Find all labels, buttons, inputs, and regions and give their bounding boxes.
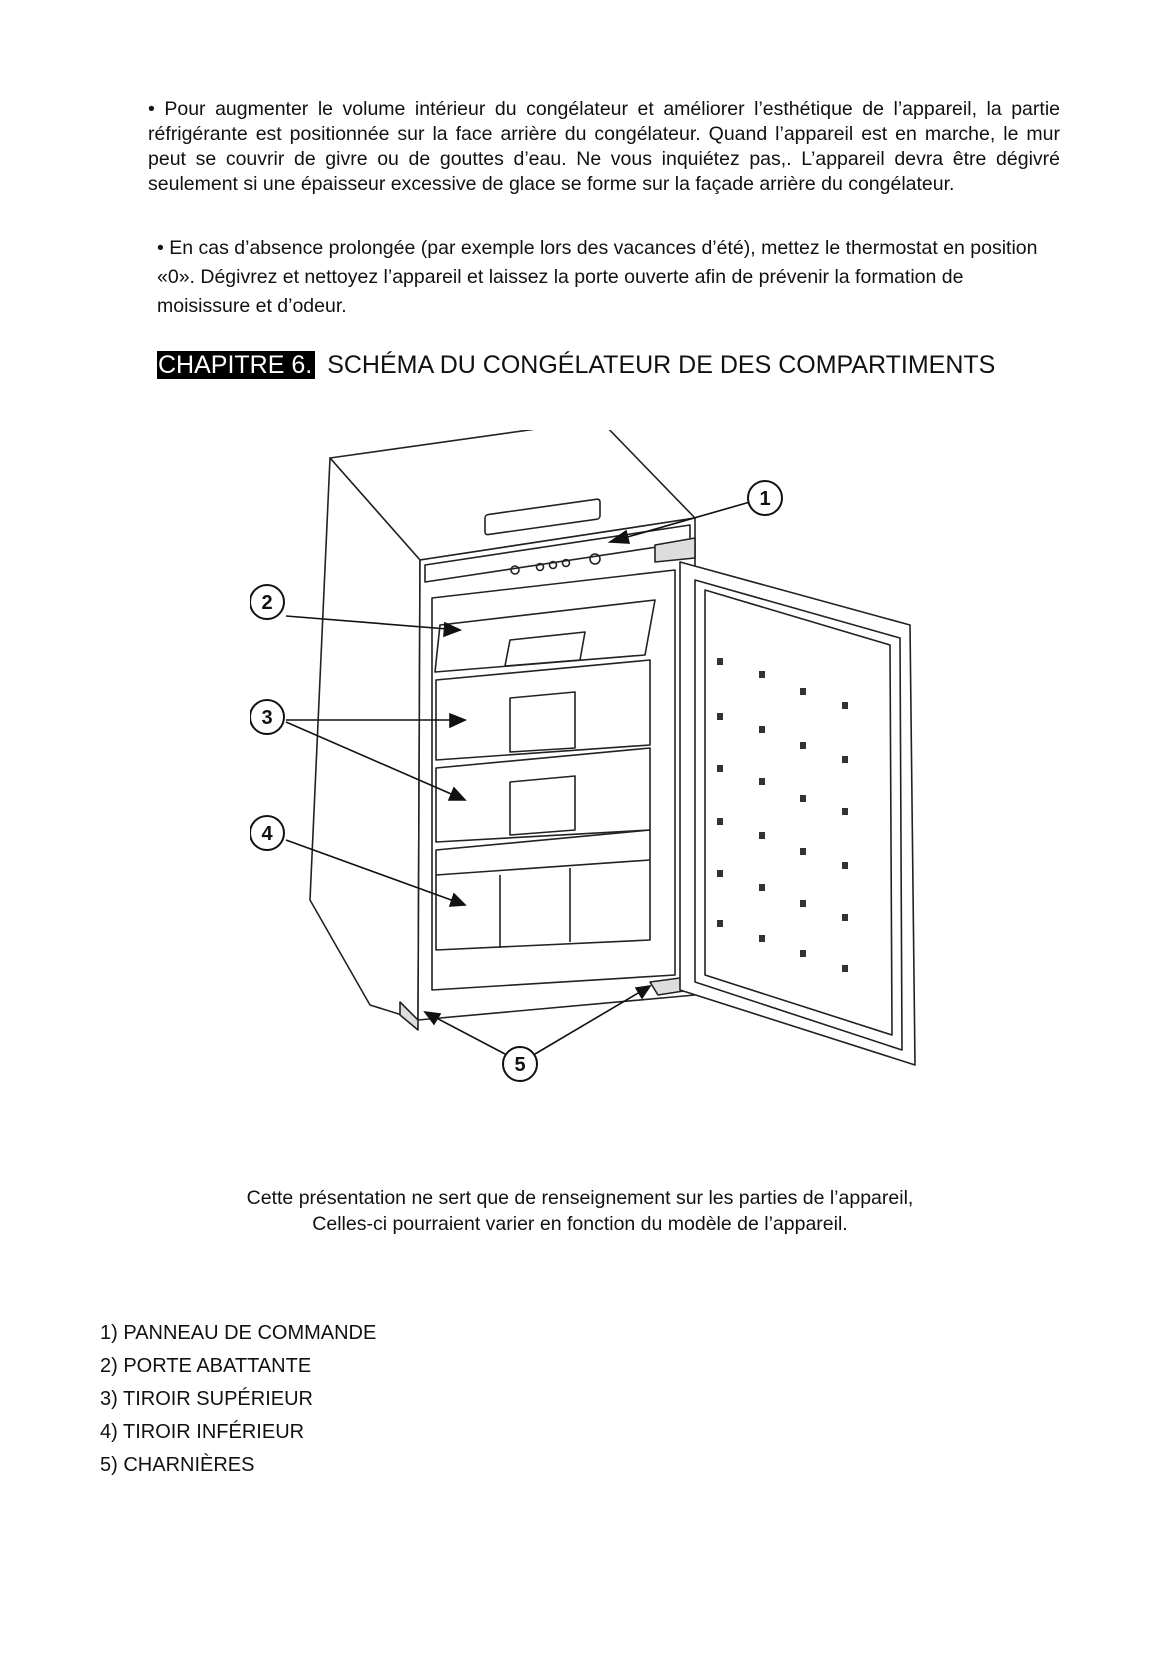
- callout-5: 5: [514, 1054, 526, 1076]
- freezer-door: [680, 562, 915, 1065]
- caption-line-2: Celles-ci pourraient varier en fonction du modèle de l’appareil.: [312, 1213, 848, 1235]
- paragraph-defrost-info: • Pour augmenter le volume intérieur du congélateur et améliorer l’esthétique de l’appareil, la partie réfrigérante est positionnée sur la face arrière du congélateur. Quand l’appareil est en marche, le mur peut se couvrir de givre ou de gouttes d’eau. Ne vous inquiétez pas,. L’appareil devra être dégivré seulement si une épaisseur excessive de glace se forme sur la façade arrière du congélateur.: [148, 98, 1060, 195]
- legend-item: 5) CHARNIÈRES: [100, 1454, 255, 1476]
- freezer-diagram: [250, 430, 990, 1150]
- chapter-title: SCHÉMA DU CONGÉLATEUR DE DES COMPARTIMENTS: [327, 351, 996, 379]
- callout-4: 4: [261, 823, 273, 845]
- callout-1: 1: [759, 488, 771, 510]
- parts-legend: [100, 1317, 376, 1482]
- legend-item: 1) PANNEAU DE COMMANDE: [100, 1322, 377, 1344]
- legend-item: 3) TIROIR SUPÉRIEUR: [100, 1388, 313, 1410]
- callout-3: 3: [261, 707, 273, 729]
- chapter-heading: [157, 350, 995, 380]
- figure-caption: [150, 1185, 1010, 1237]
- caption-line-1: Cette présentation ne sert que de renseignement sur les parties de l’appareil,: [246, 1187, 914, 1209]
- legend-item: 4) TIROIR INFÉRIEUR: [100, 1421, 305, 1443]
- chapter-tag: CHAPITRE 6.: [157, 351, 315, 379]
- legend-item: 2) PORTE ABATTANTE: [100, 1355, 312, 1377]
- paragraph-absence-info: • En cas d’absence prolongée (par exemple lors des vacances d’été), mettez le thermostat en position «0». Dégivrez et nettoyez l’appareil et laissez la porte ouverte afin de prévenir la formation de moisissure et d’odeur.: [157, 237, 1038, 317]
- callout-2: 2: [261, 592, 273, 614]
